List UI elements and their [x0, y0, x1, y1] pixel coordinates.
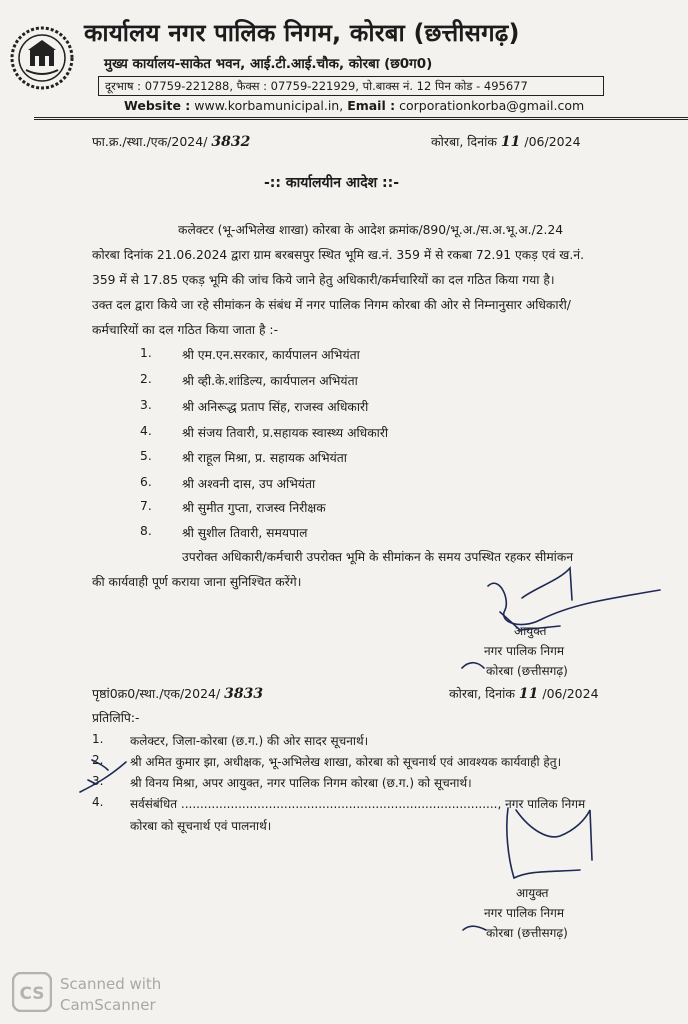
- header-divider: [34, 117, 688, 120]
- file-number-handwritten: 3832: [211, 134, 251, 150]
- closing-line-2: की कार्यवाही पूर्ण कराया जाना सुनिश्चित करेंगे।: [92, 575, 302, 589]
- organization-name: कार्यालय नगर पालिक निगम, कोरबा (छत्तीसगढ़): [84, 19, 520, 47]
- date-suffix: /06/2024: [524, 134, 581, 149]
- camscanner-badge-text: CS: [19, 984, 45, 1004]
- signatory-place: कोरबा (छत्तीसगढ़): [486, 664, 568, 678]
- file-number-prefix: फा.क्र./स्था./एक/2024/: [92, 134, 208, 149]
- web-email-line: [124, 98, 624, 113]
- body-line-1: कलेक्टर (भू-अभिलेख शाखा) कोरबा के आदेश क्रमांक/890/भू.अ./स.अ.भू.अ./2.24: [178, 223, 564, 237]
- signatory-place-2: कोरबा (छत्तीसगढ़): [486, 926, 568, 940]
- copy-number-prefix: पृष्ठां0क्र0/स्था./एक/2024/: [92, 686, 221, 701]
- signatory-title: आयुक्त: [514, 624, 547, 638]
- camscanner-watermark: [60, 974, 161, 1016]
- copy-date-prefix: कोरबा, दिनांक: [449, 686, 515, 701]
- order-title: -:: कार्यालयीन आदेश ::-: [264, 175, 400, 191]
- copy-date-suffix: /06/2024: [542, 686, 599, 701]
- signatory-organization: नगर पालिक निगम: [484, 644, 565, 658]
- email-link[interactable]: corporationkorba@gmail.com: [399, 98, 585, 113]
- watermark-line-2: CamScanner: [60, 996, 156, 1014]
- copy-date-day-handwritten: 11: [518, 686, 539, 702]
- camscanner-logo: [12, 972, 52, 1012]
- document-page: कार्यालय नगर पालिक निगम, कोरबा (छत्तीसगढ़) मुख्य कार्यालय-साकेत भवन, आई.टी.आई.चौक, कोरबा (छ0ग0) दूरभाष : 07759-221288, फैक्स : 07759-221929, पो.बाक्स नं. 12 पिन कोड - 495677 Website : www.korbamunicipal.in, Email : corporationkorba@gmail.com फा.क्र./स्था./एक/2024/ 3832 कोरबा, दिनांक 11 /06/2024 -:: कार्यालयीन आदेश ::- कलेक्टर (भू-अभिलेख शाखा) कोरबा के आदेश क्रमांक/890/भू.अ./स.अ.भू.अ./2.24 कोरबा दिनांक 21.06.2024 द्वारा ग्राम बरबसपुर स्थित भूमि ख.नं. 359 में से रकबा 72.91 एकड़ एवं ख.नं. 359 में से 17.85 एकड़ भूमि की जांच किये जाने हेतु अधिकारी/कर्मचारियों का दल गठित किया गया है। उक्त दल द्वारा किये जा रहे सीमांकन के संबंध में नगर पालिक निगम कोरबा की ओर से निम्नानुसार अधिकारी/ कर्मचारियों का दल गठित किया जाता है :- 1. श्री एम.एन.सरकार, कार्यपालन अभियंता 2. श्री व्ही.के.शांडिल्य, कार्यपालन अभियंता 3. श्री अनिरूद्ध प्रताप सिंह, राजस्व अधिकारी 4. श्री संजय तिवारी, प्र.सहायक स्वास्थ्य अधिकारी 5. श्री राहूल मिश्रा, प्र. सहायक अभियंता 6. श्री अश्वनी दास, उप अभियंता 7. श्री सुमीत गुप्ता, राजस्व निरीक्षक 8. श्री सुशील तिवारी, समयपाल उपरोक्त अधिकारी/कर्मचारी उपरोक्त भूमि के सीमांकन के समय उपस्थित रहकर सीमांकन की कार्यवाही पूर्ण कराया जाना सुनिश्चित करेंगे। आयुक्त नगर पालिक निगम कोरबा (छत्तीसगढ़) पृष्ठां0क्र0/स्था./एक/2024/ 3833 कोरबा, दिनांक 11 /06/2024 प्रतिलिपि:- 1. कलेक्टर, जिला-कोरबा (छ.ग.) की ओर सादर सूचनार्थ। 2. श्री अमित कुमार झा, अधीक्षक, भू-अभिलेख शाखा, कोरबा को सूचनार्थ एवं आवश्यक कार्यवाही हेतु। 3. श्री विनय मिश्रा, अपर आयुक्त, नगर पालिक निगम कोरबा (छ.ग.) को सूचनार्थ। 4. सर्वसंबंधित ..................................................................................., नगर पालिक निगम कोरबा को सूचनार्थ एवं पालनार्थ। आयुक्त नगर पालिक निगम कोरबा (छत्तीसगढ़) CS Scanned with CamScanner: [0, 0, 688, 1024]
- body-line-2: कोरबा दिनांक 21.06.2024 द्वारा ग्राम बरबसपुर स्थित भूमि ख.नं. 359 में से रकबा 72.91 एकड़ एवं ख.नं.: [92, 248, 584, 262]
- office-address: मुख्य कार्यालय-साकेत भवन, आई.टी.आई.चौक, कोरबा (छ0ग0): [104, 56, 433, 72]
- signatory-title-2: आयुक्त: [516, 886, 549, 900]
- watermark-line-1: Scanned with: [60, 975, 162, 993]
- body-line-4: उक्त दल द्वारा किये जा रहे सीमांकन के संबंध में नगर पालिक निगम कोरबा की ओर से निम्नानुसार अधिकारी/: [92, 298, 571, 312]
- body-line-3: 359 में से 17.85 एकड़ भूमि की जांच किये जाने हेतु अधिकारी/कर्मचारियों का दल गठित किया गया है।: [92, 273, 555, 287]
- file-number: [92, 133, 250, 150]
- copy-heading: प्रतिलिपि:-: [92, 711, 140, 725]
- website-label: Website :: [124, 98, 191, 113]
- copy-last-line: कोरबा को सूचनार्थ एवं पालनार्थ।: [130, 819, 272, 833]
- body-line-5: कर्मचारियों का दल गठित किया जाता है :-: [92, 323, 279, 337]
- date-prefix: कोरबा, दिनांक: [431, 134, 497, 149]
- copy-number-handwritten: 3833: [224, 686, 264, 702]
- signatory-organization-2: नगर पालिक निगम: [484, 906, 565, 920]
- contact-details: दूरभाष : 07759-221288, फैक्स : 07759-221929, पो.बाक्स नं. 12 पिन कोड - 495677: [98, 76, 604, 96]
- order-date: [431, 133, 581, 150]
- copy-date: [449, 685, 599, 702]
- municipal-corporation-logo: [10, 26, 74, 90]
- email-label: Email :: [347, 98, 396, 113]
- date-day-handwritten: 11: [500, 134, 521, 150]
- website-link[interactable]: www.korbamunicipal.in,: [194, 98, 344, 113]
- copy-file-number: [92, 685, 263, 702]
- closing-line-1: उपरोक्त अधिकारी/कर्मचारी उपरोक्त भूमि के सीमांकन के समय उपस्थित रहकर सीमांकन: [182, 550, 574, 564]
